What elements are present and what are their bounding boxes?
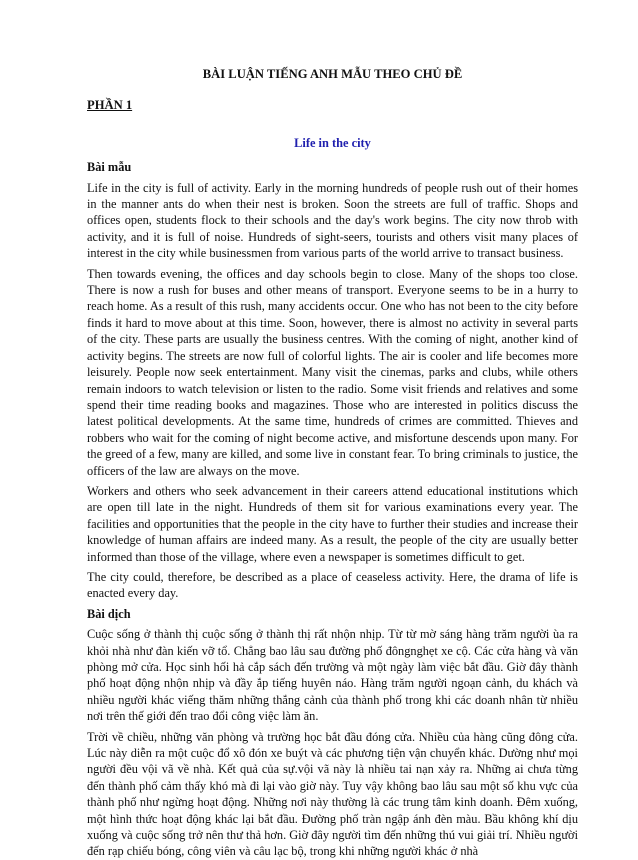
document-title: BÀI LUẬN TIẾNG ANH MẪU THEO CHỦ ĐỀ [202,67,463,81]
sample-label: Bài mẫu [87,160,132,175]
part-heading: PHẦN 1 [87,98,133,113]
english-paragraph-3: Workers and others who seek advancement in their careers attend educational institutions which are open till late in the night. Hundreds of them sit for various examinations every year. The facilities and opportunities that the people in the city have to further their studies and increase their knowledge of human affairs are indeed many. As a result, the people of the city are usually better informed than those of the village, where even a newspaper is sometimes difficult to get. [87,483,578,564]
translation-label: Bài dịch [87,606,131,621]
english-paragraph-1: Life in the city is full of activity. Early in the morning hundreds of people rush out of their homes in the manner ants do when their nest is broken. Soon the streets are full of traffic. Shops and offices open, students flock to their schools and the day's work begins. The city now throb with activity, and it is full of noise. Hundreds of sight-seers, tourists and others visit many places of interest in the city while businessmen from various parts of the world arrive to transact business. [87,180,578,261]
essay-title: Life in the city [294,135,371,150]
vietnamese-paragraph-1: Cuộc sống ở thành thị cuộc sống ở thành thị rất nhộn nhịp. Từ từ mờ sáng hàng trăm người ùa ra khỏi nhà như đàn kiến vỡ tổ. Chẳng bao lâu sau đường phố đôngnghẹt xe cộ. Các cửa hàng và văn phòng mở cửa. Học sinh hối hả cắp sách đến trường và một ngày làm việc bắt đầu. Giờ đây thành phố hoạt động nhộn nhịp và đầy ắp tiếng huyên náo. Hàng trăm người ngoạn cảnh, du khách và nhiều người khác viếng thăm những thắng cảnh của thành phố trong khi các doanh nhân từ nhiều nơi trên thế giới đến trao đổi công việc làm ăn. [87,627,578,724]
vietnamese-paragraph-2: Trời về chiều, những văn phòng và trường học bắt đầu đóng cửa. Nhiều của hàng cũng đông cửa. Lúc này diễn ra một cuộc đổ xô đón xe buýt và các phương tiện vận chuyển khác. Dường như mọi người đều vội vã về nhà. Kết quả của sự.vội vã này là nhiều tai nạn xảy ra. Những ai chưa từng đến thành phố cảm thấy khó mà đi lại vào giờ này. Tuy vậy không bao lâu sau một số khu vực của thành phố như ngừng hoạt động. Những nơi này thường là các trung tâm kinh doanh. Đêm xuống, một hình thức hoạt động khác lại bắt đầu. Đường phố tràn ngập ánh đèn màu. Bầu không khí dịu xuống và cuộc sống trở nên thư thả hơn. Giờ đây người tìm đến những thú vui giải trí. Nhiều người đến rạp chiếu bóng, công viên và câu lạc bộ, trong khi những người khác ở nhà [87,729,578,859]
english-paragraph-4: The city could, therefore, be described as a place of ceaseless activity. Here, the drama of life is enacted every day. [87,569,578,601]
english-paragraph-2: Then towards evening, the offices and day schools begin to close. Many of the shops too close. There is now a rush for buses and other means of transport. Everyone seems to be in a hurry to reach home. As a result of this rush, many accidents occur. One who has not been to the city before finds it hard to move about at this time. Soon, however, there is almost no activity in several parts of the city. These parts are usually the business centres. With the coming of night, another kind of activity begins. The streets are now full of colorful lights. The air is cooler and life becomes more leisurely. People now seek entertainment. Many visit the cinemas, parks and clubs, while others remain indoors to watch television or listen to the radio. Some visit friends and relatives and some spend their time reading books and magazines. Those who are interested in politics discuss the latest political developments. At the same time, hundreds of crimes are committed. Thieves and robbers who wait for the coming of night become active, and misfortune descends upon many. For the greed of a few, many are killed, and some live in constant fear. To bring criminals to justice, the officers of the law are always on the move. [87,266,578,478]
